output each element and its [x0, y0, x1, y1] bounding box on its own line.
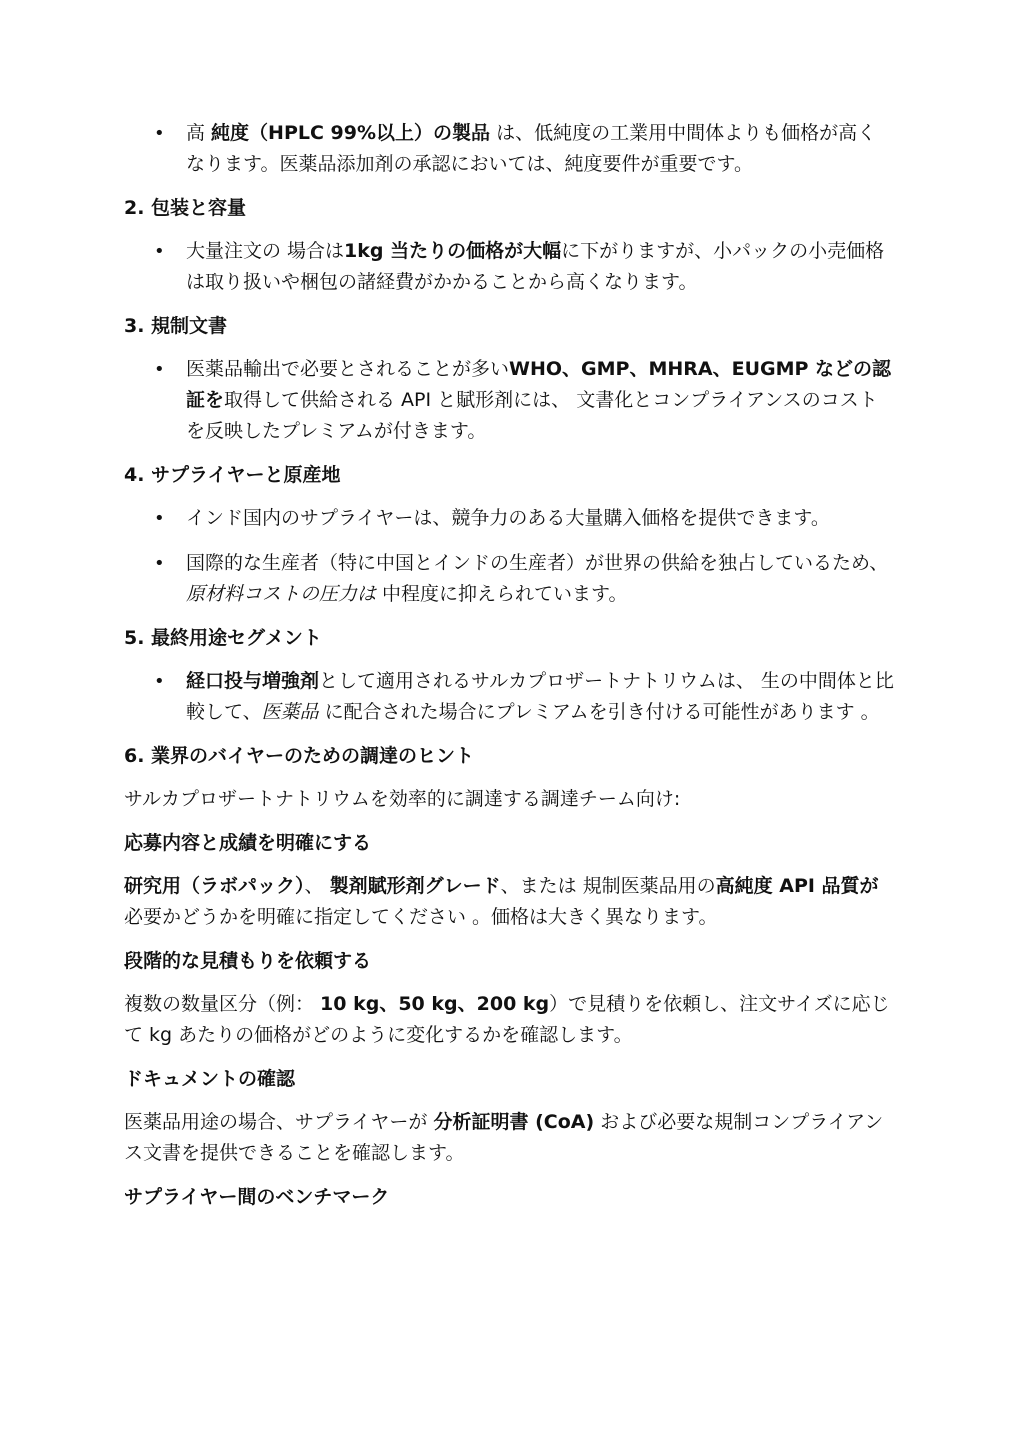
tip-1-text-1: 、 — [304, 875, 330, 897]
section-3-list — [124, 354, 894, 447]
regulatory-text-1: 医薬品輸出で必要とされることが多い — [186, 358, 510, 380]
packaging-bold: 1kg 当たりの価格が大幅 — [344, 240, 562, 262]
tip-2-paragraph — [124, 989, 894, 1051]
end-use-italic: 医薬品 — [261, 701, 319, 723]
supplier-text-1: 国際的な生産者（特に中国とインドの生産者）が世界の供給を独占しているため、 — [186, 552, 889, 574]
section-4-heading: 4. サプライヤーと原産地 — [124, 464, 341, 486]
regulatory-bullet — [186, 354, 894, 447]
purity-bold: 純度（HPLC 99%以上）の製品 — [211, 122, 491, 144]
end-use-bold: 経口投与増強剤 — [186, 670, 320, 692]
section-6-intro: サルカプロザートナトリウムを効率的に調達する調達チーム向け: — [124, 788, 681, 810]
packaging-bullet — [186, 236, 894, 298]
section-4-list — [124, 503, 894, 610]
regulatory-text-2: 取得して供給される API と賦形剤には、 文書化とコンプライアンスのコストを反映したプレミアムが付きます。 — [186, 389, 878, 442]
tip-3-bold: 分析証明書 (CoA) — [433, 1111, 595, 1133]
packaging-text-1: 大量注文の 場合は — [186, 240, 345, 262]
section-6-heading: 6. 業界のバイヤーのための調達のヒント — [124, 745, 475, 767]
supplier-bullet-1: • インド国内のサプライヤーは、競争力のある大量購入価格を提供できます。 — [186, 503, 894, 534]
tip-1-bold-3: 高純度 API 品質が — [715, 875, 879, 897]
section-3-heading: 3. 規制文書 — [124, 315, 228, 337]
purity-text-2: は、低純度の工業用中間体よりも価格が高くなります。医薬品添加剤の承認においては、純度要件が重要です。 — [186, 122, 877, 175]
section-5-heading: 5. 最終用途セグメント — [124, 627, 322, 649]
tip-3-heading: ドキュメントの確認 — [124, 1068, 296, 1090]
tip-2-text-2: ）で見積りを依頼し、注文サイズに応じて kg あたりの価格がどのように変化するかを確認します。 — [124, 993, 890, 1046]
purity-list — [124, 118, 894, 180]
end-use-bullet — [186, 666, 894, 728]
tip-3-paragraph — [124, 1107, 894, 1169]
tip-2-bold: 10 kg、50 kg、200 kg — [320, 993, 550, 1015]
tip-4-heading: サプライヤー間のベンチマーク — [124, 1186, 390, 1208]
supplier-text-2: 中程度に抑えられています。 — [376, 583, 628, 605]
section-5-list — [124, 666, 894, 728]
section-2-heading: 2. 包装と容量 — [124, 197, 247, 219]
supplier-bullet-2 — [186, 548, 894, 610]
tip-2-text-1: 複数の数量区分（例： — [124, 993, 321, 1015]
tip-3-text-1: 医薬品用途の場合、サプライヤーが — [124, 1111, 434, 1133]
end-use-text-1: として適用されるサルカプロザートナトリウムは、 生の中間体と比較して、 — [186, 670, 894, 723]
packaging-text-2: に下がりますが、小パックの小売価格は取り扱いや梱包の諸経費がかかることから高くなります。 — [186, 240, 885, 293]
tip-1-bold-1: 研究用（ラボパック） — [124, 875, 305, 897]
tip-3-text-2: および必要な規制コンプライアンス文書を提供できることを確認します。 — [124, 1111, 884, 1164]
regulatory-bold: WHO、GMP、MHRA、EUGMP などの認証を — [186, 358, 892, 411]
tip-1-paragraph — [124, 871, 894, 933]
end-use-text-2: に配合された場合にプレミアムを引き付ける可能性があります 。 — [318, 701, 880, 723]
tip-1-text-3: 必要かどうかを明確に指定してください 。価格は大きく異なります。 — [124, 906, 718, 928]
supplier-italic: 原材料コストの圧力は — [186, 583, 377, 605]
section-2-list — [124, 236, 894, 298]
tip-2-heading: 段階的な見積もりを依頼する — [124, 950, 372, 972]
tip-1-bold-2: 製剤賦形剤グレード — [329, 875, 501, 897]
tip-1-text-2: 、または 規制医薬品用の — [500, 875, 716, 897]
tip-1-heading: 応募内容と成績を明確にする — [124, 832, 372, 854]
purity-bullet — [186, 118, 894, 180]
purity-text-1: 高 — [186, 122, 212, 144]
document-body — [124, 118, 894, 1225]
